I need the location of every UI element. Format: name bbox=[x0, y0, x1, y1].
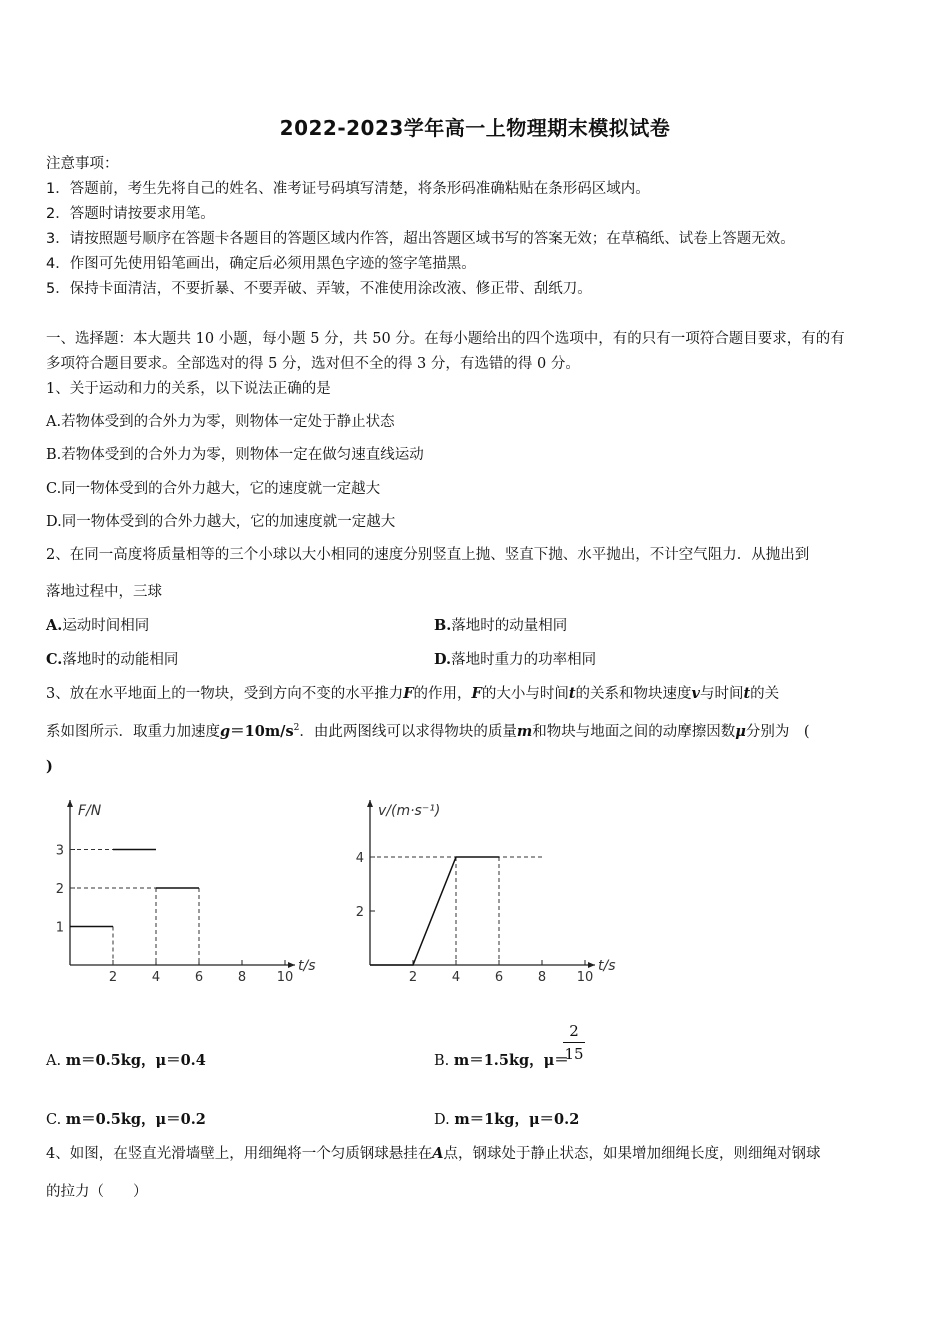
y-tick-label: 3 bbox=[55, 843, 64, 859]
y-tick-label: 1 bbox=[55, 920, 64, 936]
x-tick-label: 6 bbox=[494, 970, 504, 985]
y-tick-label: 2 bbox=[355, 905, 364, 920]
question-2-option-b: B.落地时的动量相同 bbox=[434, 617, 568, 634]
question-1-option-a: A.若物体受到的合外力为零，则物体一定处于静止状态 bbox=[46, 414, 395, 430]
x-axis-arrow bbox=[288, 962, 295, 968]
question-2-stem-line1: 2、在同一高度将质量相等的三个小球以大小相同的速度分别竖直上抛、竖直下抛、水平抛出，不计空气阻力．从抛出到 bbox=[46, 547, 810, 563]
x-tick-label: 4 bbox=[451, 970, 461, 985]
notice-item: 5．保持卡面清洁，不要折暴、不要弄破、弄皱，不准使用涂改液、修正带、刮纸刀。 bbox=[46, 281, 592, 297]
question-2-stem-line2: 落地过程中，三球 bbox=[46, 584, 162, 600]
x-tick-label: 2 bbox=[108, 970, 118, 985]
question-2-option-a: A.运动时间相同 bbox=[46, 617, 150, 634]
question-1-option-b: B.若物体受到的合外力为零，则物体一定在做匀速直线运动 bbox=[46, 447, 424, 463]
data-line bbox=[370, 857, 499, 965]
y-tick-label: 4 bbox=[355, 851, 364, 866]
x-tick-label: 8 bbox=[237, 970, 247, 985]
question-3-option-d: D. m＝1kg，μ＝0.2 bbox=[434, 1111, 580, 1128]
question-1-option-c: C.同一物体受到的合外力越大，它的速度就一定越大 bbox=[46, 481, 381, 497]
fraction-2-15 bbox=[563, 1022, 585, 1063]
notice-item: 2．答题时请按要求用笔。 bbox=[46, 206, 215, 222]
x-axis-label: t/s bbox=[598, 958, 616, 974]
x-tick-label: 6 bbox=[194, 970, 204, 985]
section-intro-line1: 一、选择题：本大题共 10 小题，每小题 5 分，共 50 分。在每小题给出的四个选项中，有的只有一项符合题目要求，有的有 bbox=[46, 331, 845, 347]
y-axis-label: v/(m·s⁻¹) bbox=[378, 803, 441, 819]
question-1-stem: 1、关于运动和力的关系，以下说法正确的是 bbox=[46, 381, 331, 397]
question-1-option-d: D.同一物体受到的合外力越大，它的加速度就一定越大 bbox=[46, 514, 396, 530]
x-tick-label: 10 bbox=[276, 970, 294, 985]
fraction-numerator: 2 bbox=[569, 1022, 579, 1040]
question-3-option-a: A. m＝0.5kg，μ＝0.4 bbox=[46, 1052, 206, 1069]
page-title: 2022-2023学年高一上物理期末模拟试卷 bbox=[279, 116, 671, 140]
notice-item: 3．请按照题号顺序在答题卡各题目的答题区域内作答，超出答题区域书写的答案无效；在草稿纸、试卷上答题无效。 bbox=[46, 231, 795, 247]
question-3-stem-line1: 3、放在水平地面上的一物块，受到方向不变的水平推力F的作用，F的大小与时间t的关系和物块速度v与时间t的关 bbox=[46, 685, 780, 702]
force-time-chart bbox=[40, 795, 340, 995]
y-axis-arrow bbox=[67, 800, 73, 807]
notice-item: 4．作图可先使用铅笔画出，确定后必须用黑色字迹的签字笔描黑。 bbox=[46, 256, 476, 272]
x-axis-arrow bbox=[588, 962, 595, 968]
y-tick-label: 2 bbox=[55, 882, 64, 897]
y-axis-arrow bbox=[367, 800, 373, 807]
x-axis-label: t/s bbox=[298, 958, 316, 974]
x-tick-label: 10 bbox=[576, 970, 594, 985]
question-2-option-d: D.落地时重力的功率相同 bbox=[434, 651, 597, 668]
question-3-option-c: C. m＝0.5kg，μ＝0.2 bbox=[46, 1111, 206, 1128]
x-tick-label: 2 bbox=[408, 970, 418, 985]
velocity-time-chart bbox=[340, 795, 640, 995]
question-4-stem-line1: 4、如图，在竖直光滑墙壁上，用细绳将一个匀质钢球悬挂在A点，钢球处于静止状态，如果增加细绳长度，则细绳对钢球 bbox=[46, 1145, 821, 1162]
section-intro-line2: 多项符合题目要求。全部选对的得 5 分，选对但不全的得 3 分，有选错的得 0 分。 bbox=[46, 356, 580, 372]
notice-item: 1．答题前，考生先将自己的姓名、准考证号码填写清楚，将条形码准确粘贴在条形码区域内。 bbox=[46, 181, 650, 197]
question-3-option-b: B. m＝1.5kg，μ＝ bbox=[434, 1052, 569, 1069]
x-tick-label: 4 bbox=[151, 970, 161, 985]
question-3-stem-line2: 系如图所示．取重力加速度$g=10m/s^2$．由此两图线可以求得物块的质量m和物块与地面之间的动摩擦因数μ分别为 ( bbox=[46, 723, 810, 740]
question-4-stem-line2: 的拉力（ ） bbox=[46, 1184, 148, 1200]
y-axis-label: F/N bbox=[78, 803, 102, 819]
notice-heading: 注意事项： bbox=[46, 156, 119, 172]
question-3-stem-line3: ) bbox=[46, 758, 53, 775]
fraction-denominator: 15 bbox=[564, 1045, 584, 1063]
question-2-option-c: C.落地时的动能相同 bbox=[46, 651, 179, 668]
x-tick-label: 8 bbox=[537, 970, 547, 985]
